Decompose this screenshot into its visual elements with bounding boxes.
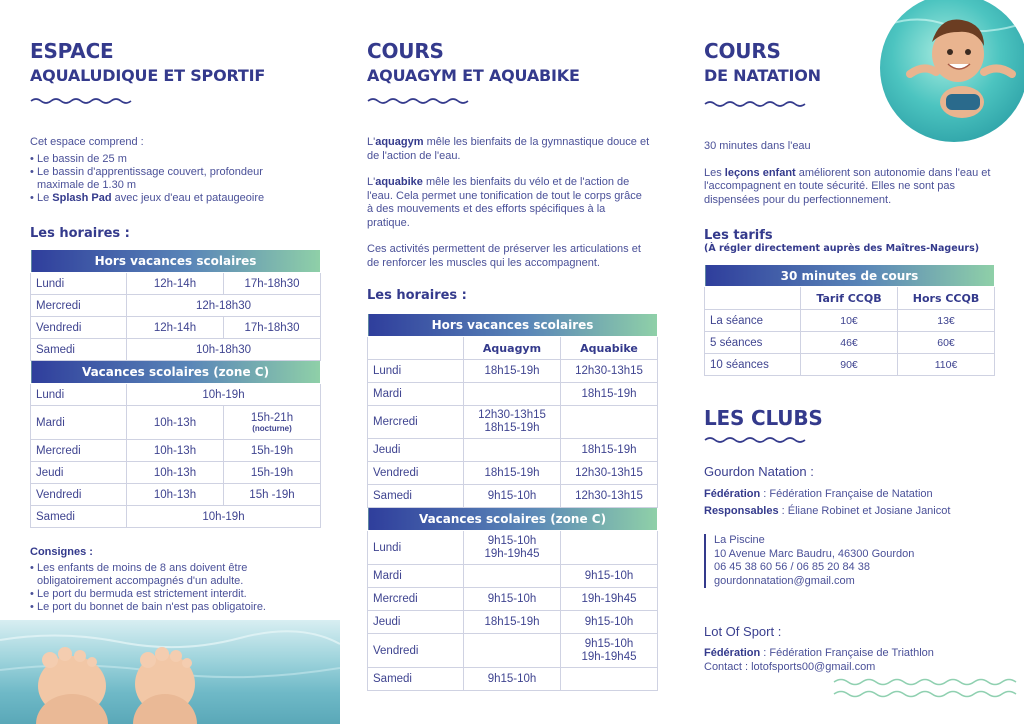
table-header: Hors vacances scolaires — [368, 314, 658, 337]
list-item — [30, 192, 322, 205]
table-header: Hors vacances scolaires — [31, 250, 321, 273]
facilities-list — [30, 153, 322, 205]
list-item-bold: Splash Pad — [52, 191, 112, 204]
text: L' — [367, 136, 376, 148]
list-item-text: avec jeux d'eau et pataugeoire — [111, 191, 265, 204]
time-cell: 19h-19h45 — [561, 588, 658, 611]
wave-divider-icon — [367, 97, 469, 105]
day-cell: Jeudi — [31, 462, 127, 484]
schedule-table — [30, 249, 321, 528]
table-row — [368, 485, 658, 508]
schedule-table — [367, 313, 658, 691]
time-cell: 10h-13h — [127, 462, 224, 484]
table-header-row — [705, 265, 995, 287]
table-header: Vacances scolaires (zone C) — [368, 508, 658, 531]
label-bold: Fédération — [704, 647, 761, 659]
title-line-1: COURS — [367, 39, 444, 63]
swimming-child-icon — [880, 0, 1024, 142]
price-cell: 13€ — [898, 310, 995, 332]
time-cell: 10h-19h — [127, 384, 321, 406]
label-cell: La séance — [705, 310, 801, 332]
time-cell: 10h-13h — [127, 484, 224, 506]
table-row — [368, 462, 658, 485]
column-header-row — [368, 337, 658, 360]
list-item — [30, 166, 322, 192]
time-value: 19h-19h45 — [484, 547, 540, 560]
table-row — [31, 317, 321, 339]
time-cell — [464, 406, 561, 439]
child-swimming-photo — [880, 0, 1024, 142]
list-item — [30, 588, 322, 601]
list-item — [30, 153, 322, 166]
consignes-list — [30, 562, 322, 614]
day-cell: Samedi — [31, 506, 127, 528]
list-item-text: maximale de 1.30 m — [37, 178, 137, 191]
table-row — [368, 588, 658, 611]
text: : Fédération Française de Natation — [760, 488, 933, 500]
benefits-description — [367, 243, 659, 270]
time-cell — [464, 634, 561, 668]
place-name: La Piscine — [714, 534, 765, 546]
text: mêle les bienfaits du vélo et de l'action de — [422, 176, 630, 188]
time-value: 15h-21h — [250, 412, 294, 424]
time-cell: 17h-18h30 — [224, 317, 321, 339]
time-value: 18h15-19h — [484, 422, 540, 434]
club-lot-of-sport — [704, 624, 998, 674]
text: l'eau. Cela permet une tonification de tout le corps grâce — [367, 189, 642, 202]
day-cell: Mardi — [31, 406, 127, 440]
table-row — [31, 484, 321, 506]
text-bold: aquagym — [375, 136, 424, 148]
day-cell: Lundi — [31, 273, 127, 295]
horaires-heading: Les horaires : — [30, 226, 130, 241]
table-row — [368, 406, 658, 439]
time-cell: 9h15-10h — [561, 565, 658, 588]
club-name: Gourdon Natation : — [704, 464, 814, 479]
time-cell: 15h-19h — [224, 440, 321, 462]
time-cell: 18h15-19h — [464, 611, 561, 634]
text-bold: leçons enfant — [724, 166, 796, 179]
table-row — [368, 634, 658, 668]
table-row — [31, 462, 321, 484]
day-cell: Lundi — [31, 384, 127, 406]
time-cell — [464, 439, 561, 462]
tarifs-heading: Les tarifs — [704, 228, 773, 243]
text-bold: aquabike — [375, 176, 423, 188]
title-line-1: ESPACE — [30, 39, 114, 63]
time-value: 12h30-13h15 — [478, 409, 546, 421]
day-cell: Samedi — [368, 485, 464, 508]
section-title — [30, 40, 330, 85]
time-value: 9h15-10h — [487, 534, 537, 547]
time-cell — [561, 531, 658, 565]
table-header-row — [31, 250, 321, 273]
pool-feet-photo — [0, 620, 340, 724]
table-row — [31, 440, 321, 462]
club-name: Lot Of Sport : — [704, 624, 782, 639]
table-header-row — [368, 314, 658, 337]
text: Les — [704, 166, 725, 179]
section-title — [704, 40, 884, 85]
day-cell: Mercredi — [31, 440, 127, 462]
text: à des mouvements et des efforts spécifiques à la — [367, 203, 606, 215]
time-cell: 12h-14h — [127, 273, 224, 295]
consignes-heading: Consignes : — [30, 546, 93, 558]
time-value: 9h15-10h — [584, 637, 634, 650]
club-gourdon-natation — [704, 464, 998, 588]
day-cell: Vendredi — [31, 317, 127, 339]
price-cell: 90€ — [801, 354, 898, 376]
time-cell: 15h -19h — [224, 484, 321, 506]
time-cell: 9h15-10h — [561, 611, 658, 634]
time-cell: 18h15-19h — [561, 439, 658, 462]
table-row — [31, 273, 321, 295]
time-cell: 18h15-19h — [464, 462, 561, 485]
table-header: Vacances scolaires (zone C) — [31, 361, 321, 384]
time-cell: 12h30-13h15 — [561, 462, 658, 485]
day-cell: Jeudi — [368, 611, 464, 634]
time-cell: 9h15-10h — [464, 485, 561, 508]
phone-numbers: 06 45 38 60 56 / 06 85 20 84 38 — [714, 561, 870, 573]
day-cell: Samedi — [368, 668, 464, 691]
table-row — [705, 354, 995, 376]
column-header-row — [705, 287, 995, 310]
text: améliorent son autonomie dans l'eau et — [795, 166, 991, 179]
time-cell: 15h-19h — [224, 462, 321, 484]
time-cell: 12h-18h30 — [127, 295, 321, 317]
lessons-description — [704, 167, 998, 208]
text: : Éliane Robinet et Josiane Janicot — [778, 504, 951, 517]
time-cell: 12h30-13h15 — [561, 485, 658, 508]
time-cell: 9h15-10h — [464, 588, 561, 611]
tarifs-note: (À régler directement auprès des Maîtres-Nageurs) — [704, 243, 980, 254]
table-row — [368, 439, 658, 462]
time-cell: 18h15-19h — [561, 383, 658, 406]
time-cell: 10h-18h30 — [127, 339, 321, 361]
table-row — [31, 406, 321, 440]
time-cell — [561, 668, 658, 691]
table-row — [368, 531, 658, 565]
table-header: 30 minutes de cours — [705, 265, 995, 287]
title-line-1: COURS — [704, 39, 781, 63]
wave-divider-icon — [704, 100, 806, 108]
day-cell: Mercredi — [368, 588, 464, 611]
day-cell: Mardi — [368, 383, 464, 406]
time-cell: 10h-19h — [127, 506, 321, 528]
table-row — [705, 332, 995, 354]
time-cell — [464, 565, 561, 588]
time-cell — [464, 383, 561, 406]
time-cell: 12h-14h — [127, 317, 224, 339]
table-row — [31, 295, 321, 317]
list-item-text: obligatoirement accompagnés d'un adulte. — [37, 574, 244, 587]
table-row — [31, 506, 321, 528]
responsables-line — [704, 505, 998, 519]
time-cell — [561, 406, 658, 439]
list-item — [30, 562, 322, 588]
table-row — [368, 360, 658, 383]
column-header: Aquabike — [561, 337, 658, 360]
wave-divider-icon — [30, 97, 132, 105]
text: de l'action de l'eau. — [367, 149, 461, 162]
title-line-2: AQUAGYM ET AQUABIKE — [367, 66, 580, 85]
text: dispensées pour du perfectionnement. — [704, 193, 892, 206]
time-cell — [464, 531, 561, 565]
time-value: 19h-19h45 — [581, 650, 637, 663]
price-cell: 110€ — [898, 354, 995, 376]
contact-line[interactable]: Contact : lotofsports00@gmail.com — [704, 660, 876, 673]
text: Ces activités permettent de préserver les articulations et — [367, 243, 641, 255]
list-item-text: Le bassin d'apprentissage couvert, profondeur — [37, 165, 263, 178]
price-cell: 60€ — [898, 332, 995, 354]
time-cell — [224, 406, 321, 440]
text: mêle les bienfaits de la gymnastique douce et — [423, 136, 650, 148]
day-cell: Vendredi — [31, 484, 127, 506]
time-cell: 12h30-13h15 — [561, 360, 658, 383]
label-cell: 10 séances — [705, 354, 801, 376]
tarifs-table — [704, 264, 995, 376]
time-cell: 10h-13h — [127, 440, 224, 462]
table-row — [31, 384, 321, 406]
wave-divider-icon — [704, 436, 806, 444]
text: l'accompagnent en toute sécurité. Elles ne sont pas — [704, 180, 955, 192]
day-cell: Lundi — [368, 531, 464, 565]
table-row — [31, 339, 321, 361]
green-wave-decoration-icon — [832, 676, 1022, 702]
column-header: Tarif CCQB — [801, 287, 898, 310]
aquagym-description — [367, 136, 659, 163]
label-bold: Fédération — [704, 488, 761, 500]
table-row — [368, 668, 658, 691]
list-item-text: Le bassin de 25 m — [37, 152, 127, 165]
label-cell: 5 séances — [705, 332, 801, 354]
title-line-1: LES CLUBS — [704, 406, 823, 430]
email-link[interactable]: gourdonnatation@gmail.com — [714, 574, 855, 587]
section-title — [367, 40, 667, 85]
day-cell: Mardi — [368, 565, 464, 588]
federation-line — [704, 488, 998, 502]
nocturne-note: (nocturne) — [252, 424, 292, 433]
clubs-title — [704, 407, 823, 429]
day-cell: Jeudi — [368, 439, 464, 462]
day-cell: Vendredi — [368, 634, 464, 668]
day-cell: Lundi — [368, 360, 464, 383]
day-cell: Mercredi — [368, 406, 464, 439]
feet-icon — [0, 620, 340, 724]
table-row — [368, 383, 658, 406]
intro-text: Cet espace comprend : — [30, 136, 144, 148]
day-cell: Samedi — [31, 339, 127, 361]
horaires-heading: Les horaires : — [367, 288, 467, 303]
text: : Fédération Française de Triathlon — [760, 647, 934, 659]
list-item — [30, 601, 322, 614]
day-cell: Vendredi — [368, 462, 464, 485]
list-item-text: Le port du bonnet de bain n'est pas obligatoire. — [37, 600, 266, 613]
list-item-text: Les enfants de moins de 8 ans doivent être — [37, 561, 248, 574]
time-cell: 17h-18h30 — [224, 273, 321, 295]
column-header: Aquagym — [464, 337, 561, 360]
table-row — [368, 611, 658, 634]
time-cell: 10h-13h — [127, 406, 224, 440]
time-cell — [561, 634, 658, 668]
text: L' — [367, 176, 376, 188]
day-cell: Mercredi — [31, 295, 127, 317]
aquabike-description — [367, 176, 659, 230]
club-address-block — [704, 534, 998, 588]
price-cell: 10€ — [801, 310, 898, 332]
time-cell: 18h15-19h — [464, 360, 561, 383]
table-header-row — [368, 508, 658, 531]
empty-cell — [705, 287, 801, 310]
duration-text: 30 minutes dans l'eau — [704, 140, 811, 152]
title-line-2: AQUALUDIQUE ET SPORTIF — [30, 66, 266, 85]
empty-cell — [368, 337, 464, 360]
time-cell: 9h15-10h — [464, 668, 561, 691]
text: de renforcer les muscles qui les accompagnent. — [367, 256, 600, 269]
label-bold: Responsables — [704, 504, 779, 517]
table-row — [705, 310, 995, 332]
price-cell: 46€ — [801, 332, 898, 354]
table-row — [368, 565, 658, 588]
title-line-2: DE NATATION — [704, 66, 821, 85]
text: pratique. — [367, 216, 410, 229]
column-header: Hors CCQB — [898, 287, 995, 310]
list-item-text: Le — [37, 191, 53, 204]
address: 10 Avenue Marc Baudru, 46300 Gourdon — [714, 547, 915, 560]
list-item-text: Le port du bermuda est strictement interdit. — [37, 587, 247, 600]
federation-line — [704, 647, 998, 661]
table-header-row — [31, 361, 321, 384]
